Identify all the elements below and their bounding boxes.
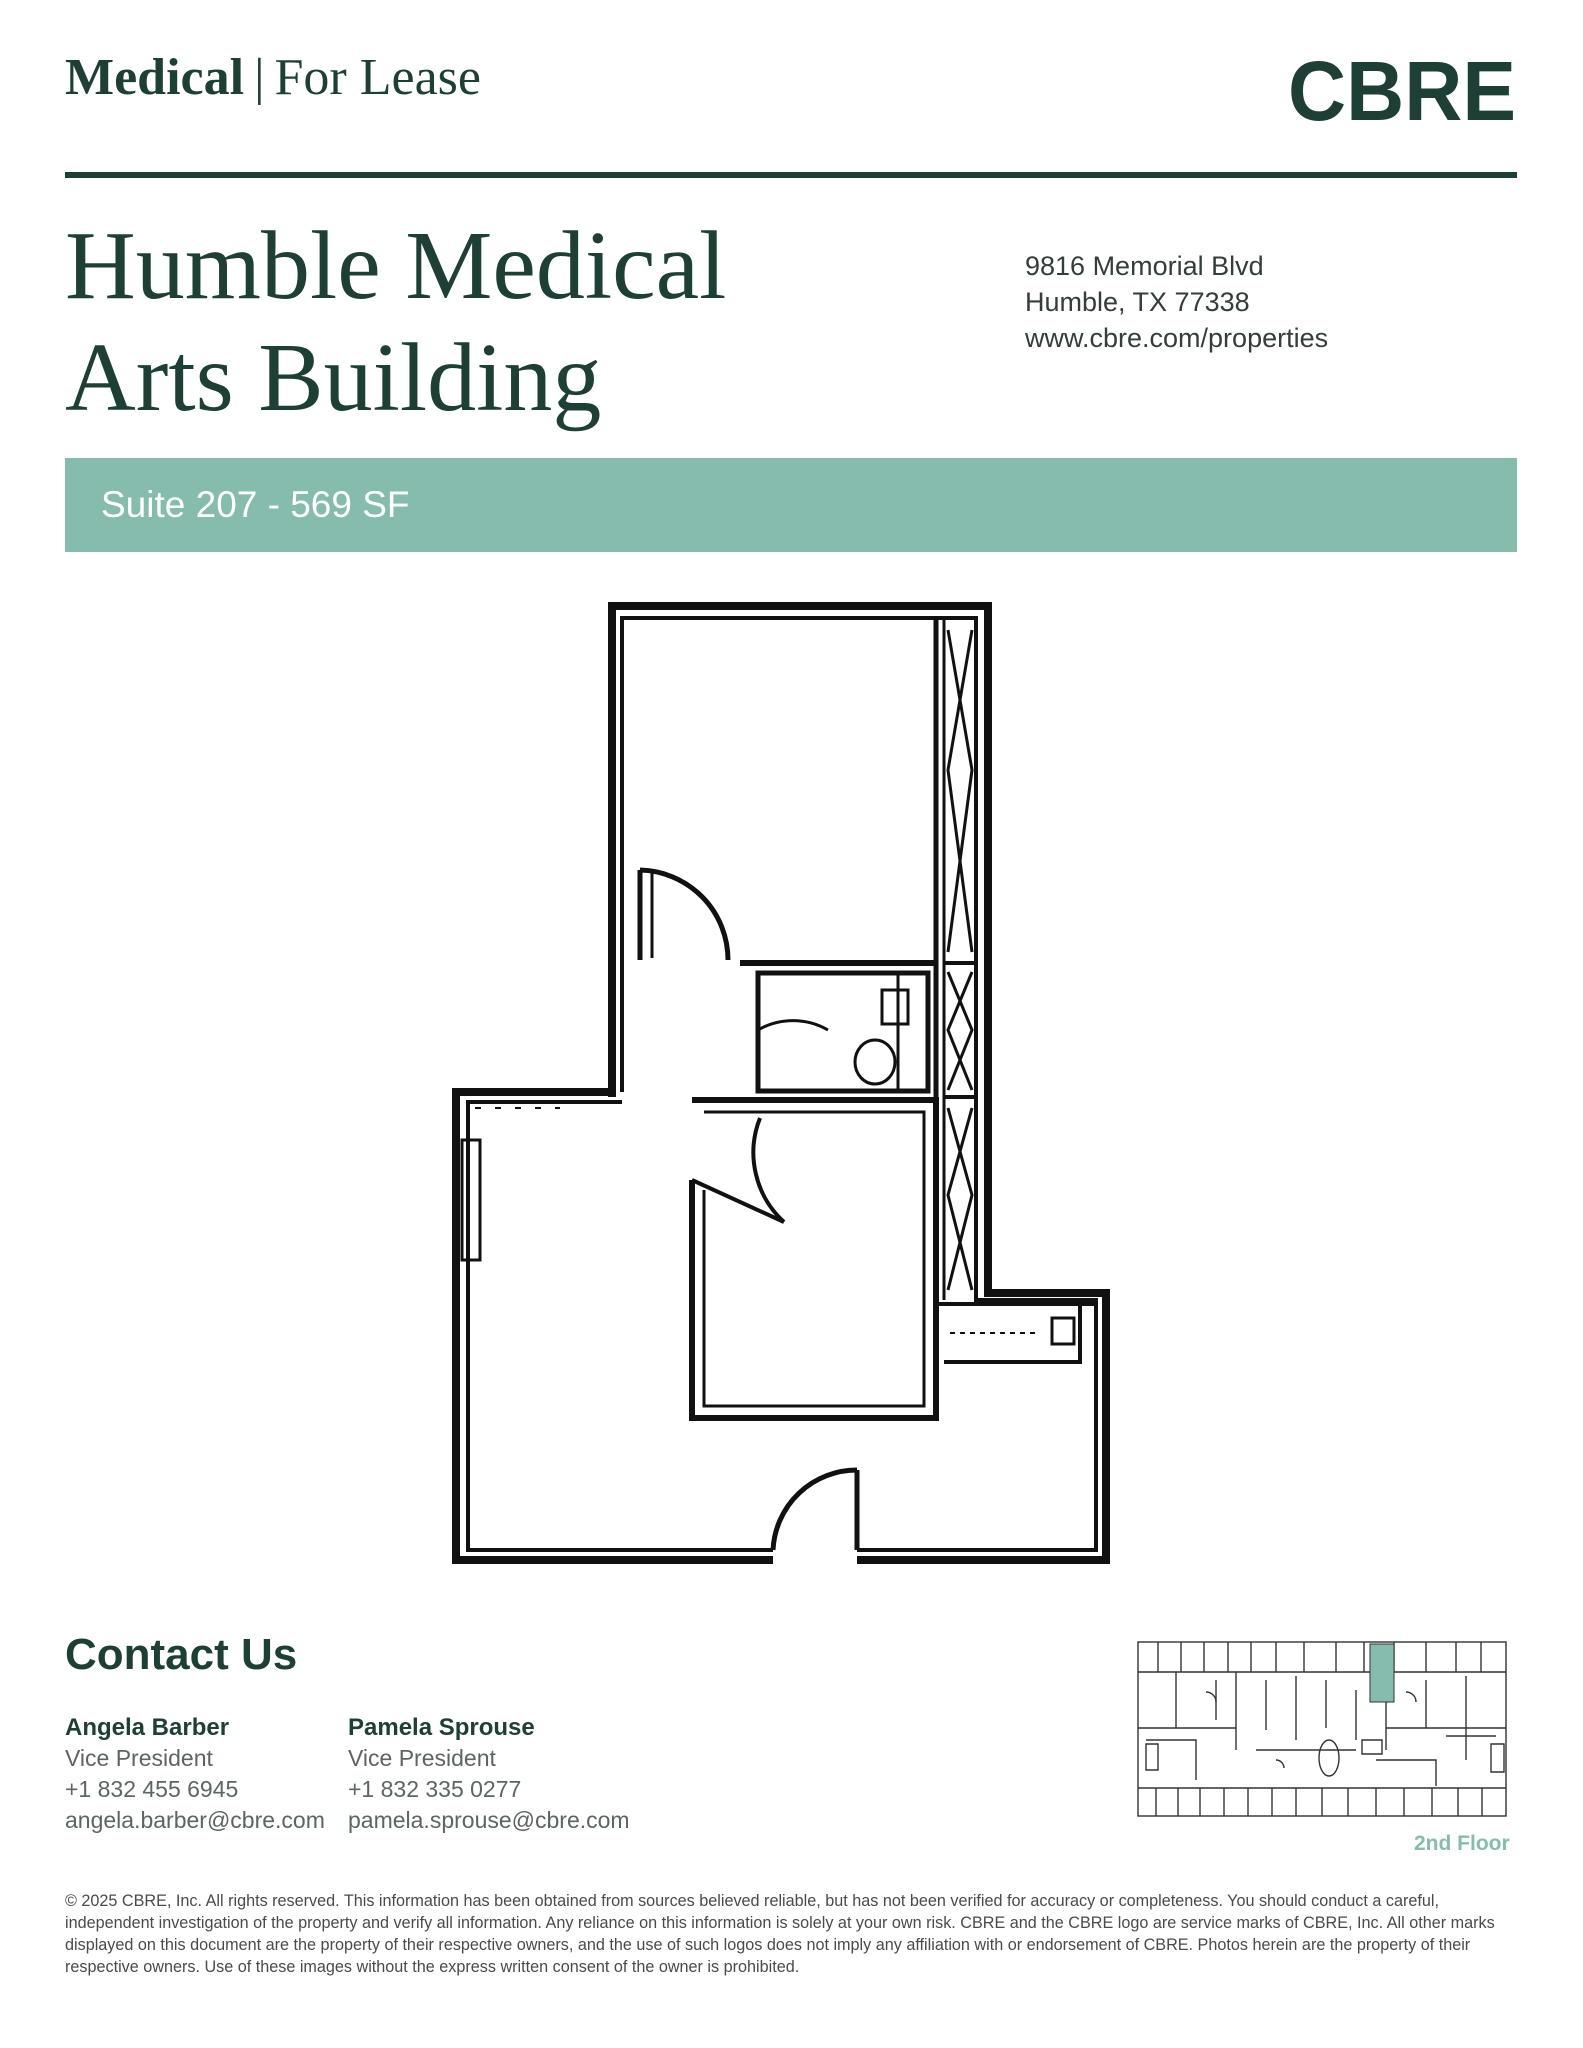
- title-line-2: Arts Building: [65, 324, 602, 432]
- contact-heading: Contact Us: [65, 1630, 298, 1679]
- suite-banner: [65, 458, 1517, 552]
- listing-type-label: For Lease: [274, 49, 481, 106]
- address-city: Humble, TX 77338: [1025, 287, 1250, 317]
- legal-disclaimer: © 2025 CBRE, Inc. All rights reserved. This information has been obtained from sources believed reliable, but has not been verified for accuracy or completeness. You should conduct a careful, independent investigation of the property and verify all information. Any reliance on this information is solely at your own risk. CBRE and the CBRE logo are service marks of CBRE, Inc. All other marks displayed on this document are the property of their respective owners, and the use of such logos does not imply any affiliation with or endorsement of CBRE. Photos herein are the property of their respective owners. Use of these images without the express written consent of the owner is prohibited.: [65, 1892, 1495, 1976]
- key-plan-map: [1136, 1640, 1508, 1818]
- floor-label: 2nd Floor: [1414, 1832, 1510, 1855]
- cbre-logo: [1287, 52, 1517, 132]
- suite-label: Suite 207 - 569 SF: [101, 484, 410, 525]
- header-category: [65, 49, 481, 106]
- floor-plan-drawing: [440, 590, 1140, 1590]
- title-line-1: Humble Medical: [65, 212, 727, 320]
- header-divider: [65, 172, 1517, 178]
- contact-phone[interactable]: +1 832 335 0277: [348, 1776, 522, 1802]
- contact-phone[interactable]: +1 832 455 6945: [65, 1776, 239, 1802]
- contact-name: Angela Barber: [65, 1714, 230, 1741]
- contact-card-pamela: [348, 1712, 630, 1836]
- logo-text: CBRE: [1288, 52, 1516, 132]
- category-label: Medical: [65, 49, 245, 106]
- contact-name: Pamela Sprouse: [348, 1714, 535, 1741]
- contact-card-angela: [65, 1712, 325, 1836]
- header-separator: |: [254, 49, 265, 106]
- property-title: [65, 210, 726, 434]
- website-link[interactable]: www.cbre.com/properties: [1025, 323, 1329, 353]
- contact-role: Vice President: [65, 1745, 213, 1771]
- contact-email[interactable]: pamela.sprouse@cbre.com: [348, 1807, 630, 1833]
- address-street: 9816 Memorial Blvd: [1025, 251, 1264, 281]
- property-address: [1025, 248, 1328, 356]
- contact-role: Vice President: [348, 1745, 496, 1771]
- contact-email[interactable]: angela.barber@cbre.com: [65, 1807, 325, 1833]
